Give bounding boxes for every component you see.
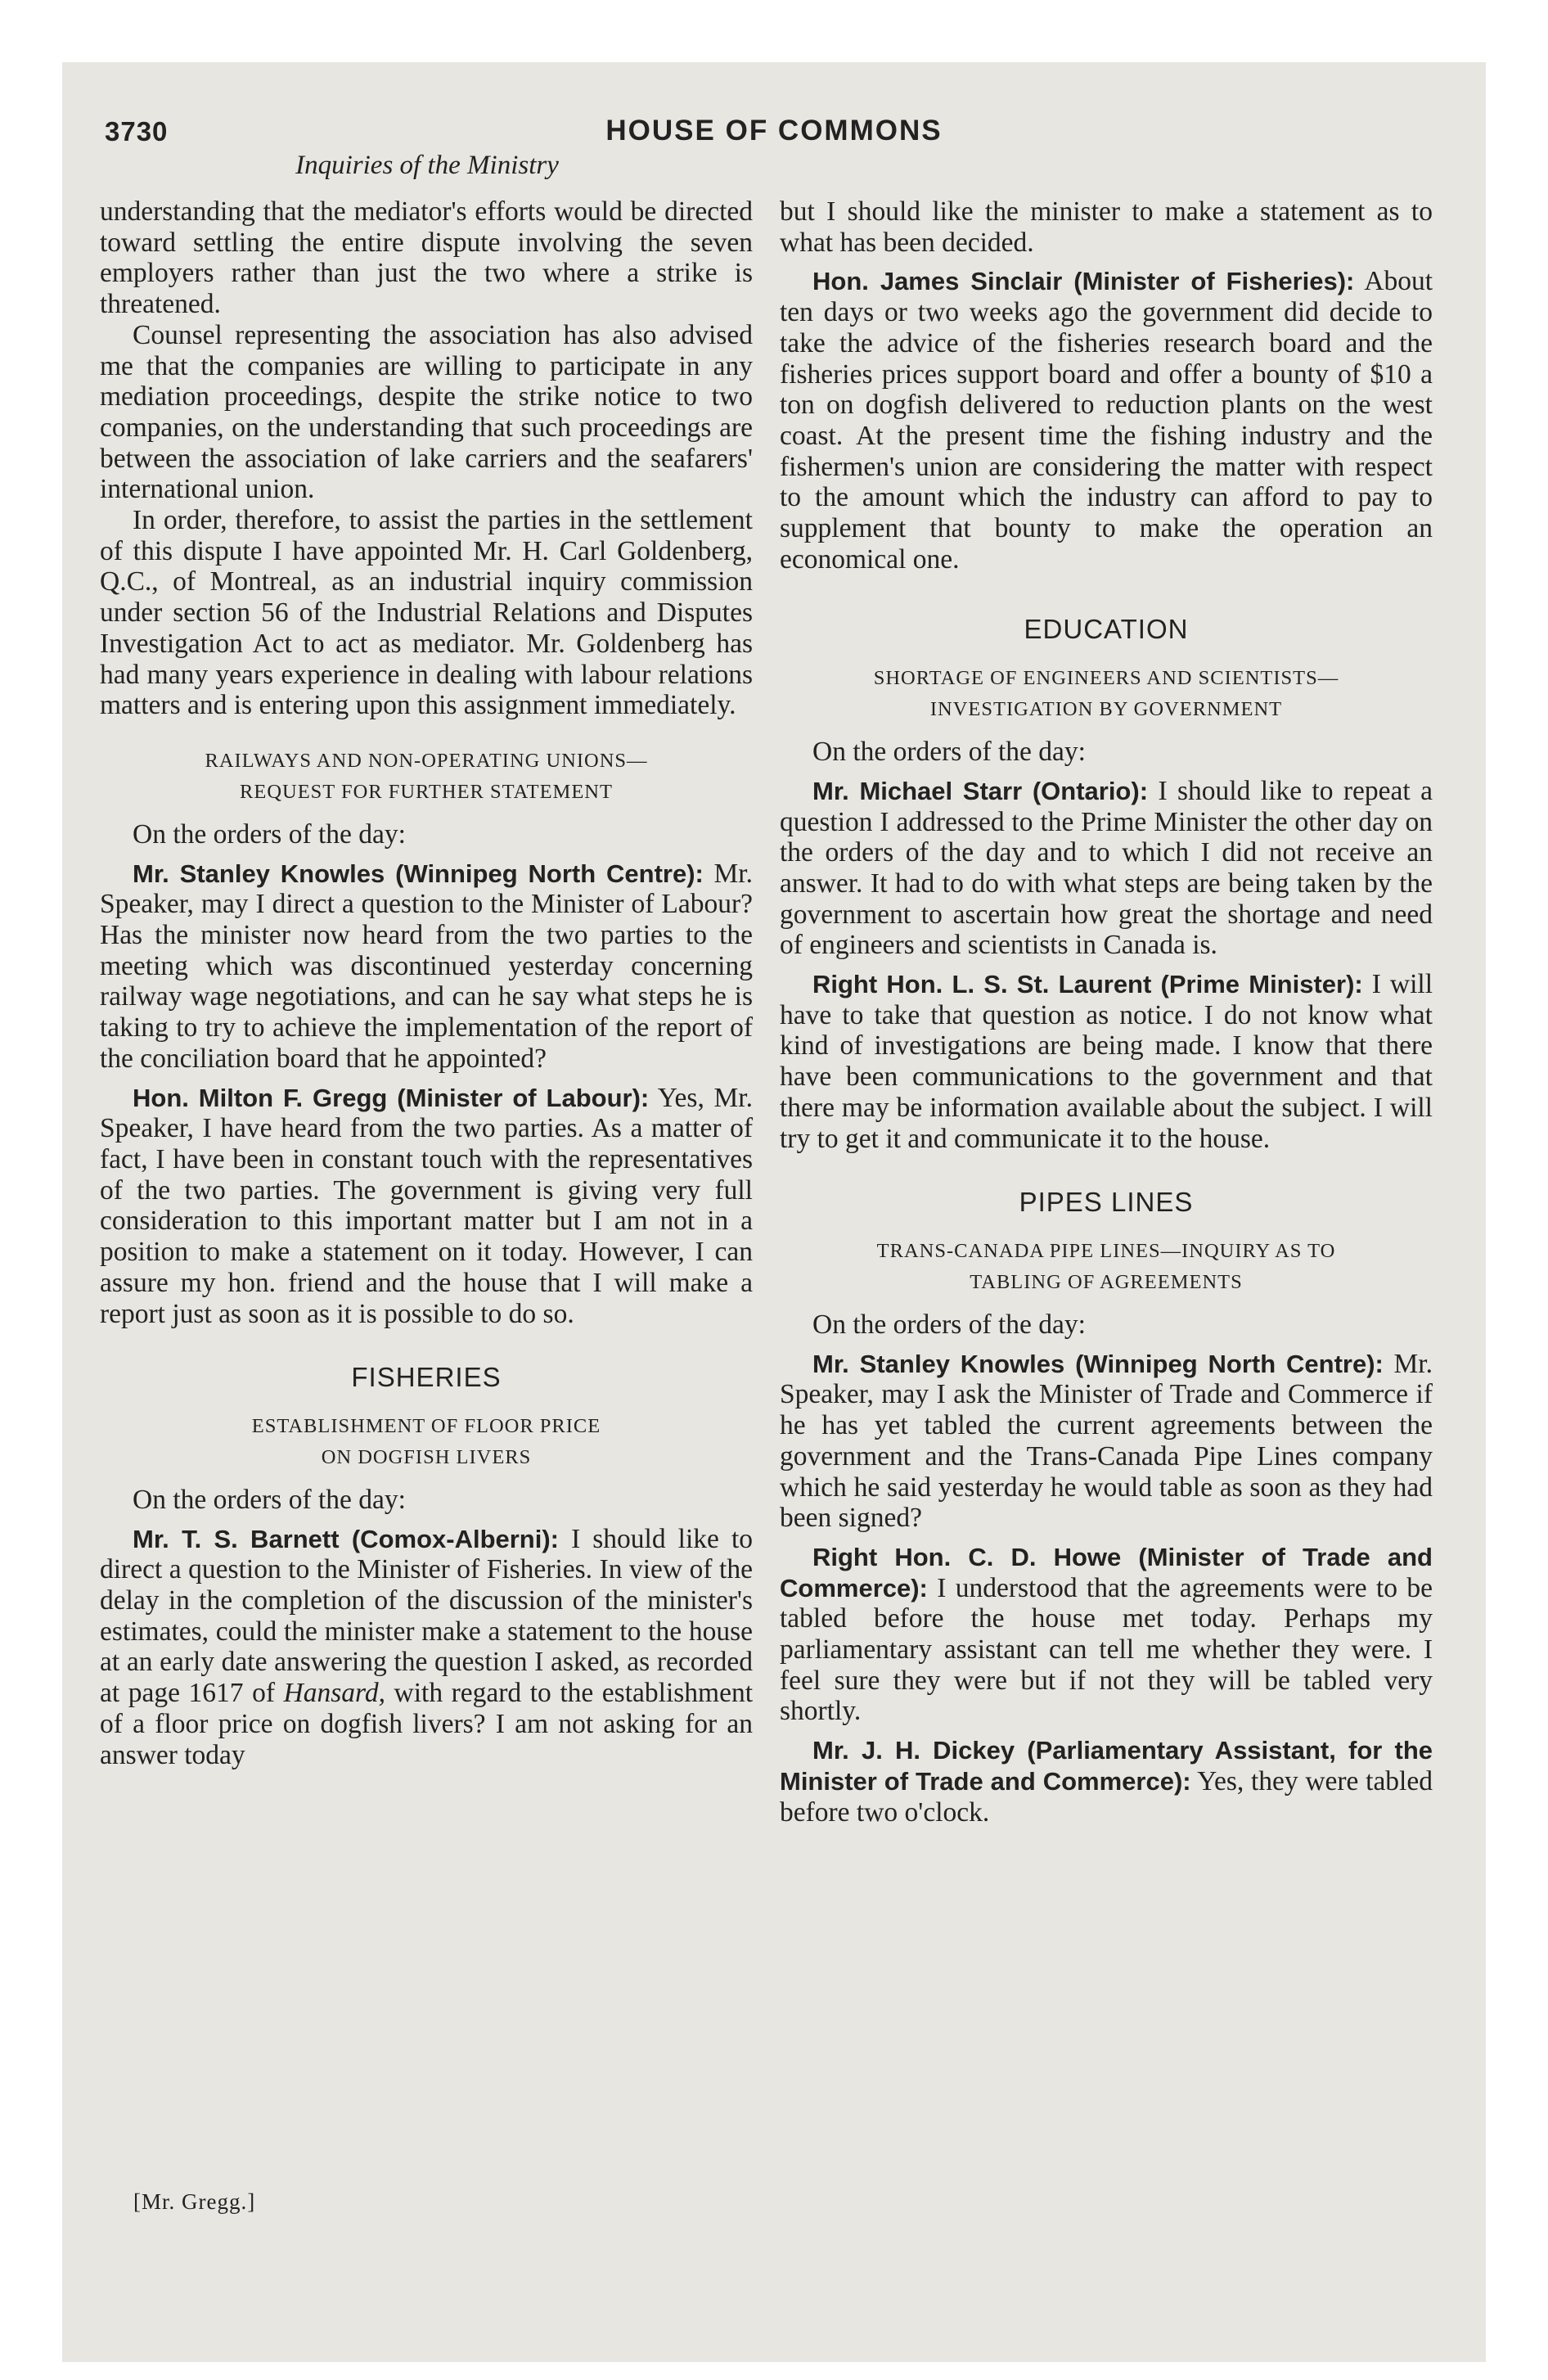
speaker-name: Mr. J. H. Dickey (Parliamentary Assistant, for the Minister of Trade and Commerce): <box>780 1736 1433 1796</box>
paragraph: but I should like the minister to make a statement as to what has been decided. <box>780 196 1433 258</box>
speaker-name: Hon. Milton F. Gregg (Minister of Labour): <box>133 1083 650 1112</box>
right-column <box>780 196 1433 1828</box>
speech <box>780 1735 1433 1828</box>
speech-text: I should like to direct a question to the Minister of Fisheries. In view of the delay in the completion of the discussion of the minister's estimates, could the minister make a statement to the house at an early date answering the question I asked, as recorded at page 1617 of <box>100 1523 753 1709</box>
speech <box>780 969 1433 1154</box>
running-subtitle: Inquiries of the Ministry <box>295 151 559 180</box>
orders-of-the-day: On the orders of the day: <box>133 818 406 850</box>
subsection-heading <box>780 1236 1433 1298</box>
paragraph: Counsel representing the association has also advised me that the companies are willing to participate in any mediation proceedings, despite the strike notice to two companies, on the understanding that such proceedings are between the association of lake carriers and the seafarers' international union. <box>100 319 753 505</box>
speech-text: I will have to take that question as notice. I do not know what kind of investigations are being made. I know that there have been communications to the government and that there may be information available about the subject. I will try to get it and communicate it to the house. <box>780 969 1433 1154</box>
italic-reference: Hansard, <box>283 1678 385 1709</box>
subsection-heading-line: TABLING OF AGREEMENTS <box>970 1270 1243 1293</box>
subsection-heading-line: RAILWAYS AND NON-OPERATING UNIONS— <box>205 749 648 772</box>
subsection-heading <box>100 1411 753 1473</box>
subsection-heading-line: TRANS-CANADA PIPE LINES—INQUIRY AS TO <box>876 1239 1336 1262</box>
subsection-heading-line: ESTABLISHMENT OF FLOOR PRICE <box>251 1414 601 1437</box>
speech-text: Yes, they were tabled before two o'clock. <box>780 1765 1433 1828</box>
speaker-name: Mr. T. S. Barnett (Comox-Alberni): <box>133 1524 559 1553</box>
speech-text: I should like to repeat a question I addressed to the Prime Minister the other day on the orders of the day and to which I did not receive an answer. It had to do with what steps are being taken by the government to ascertain how great the shortage and need of engineers and scientists in Canada is. <box>780 775 1433 961</box>
orders-of-the-day: On the orders of the day: <box>812 1309 1086 1340</box>
speech-text: I understood that the agreements were to be tabled before the house met today. Perhaps my parliamentary assistant can tell me whether they were. I feel sure they were but if not they will be tabled very shortly. <box>780 1572 1433 1727</box>
speech <box>780 266 1433 575</box>
left-column <box>100 196 753 1770</box>
speech <box>100 1524 753 1771</box>
speaker-name: Mr. Stanley Knowles (Winnipeg North Centre): <box>133 859 704 888</box>
paragraph: In order, therefore, to assist the parties in the settlement of this dispute I have appointed Mr. H. Carl Goldenberg, Q.C., of Montreal, as an industrial inquiry commission under section 56 of the Industrial Relations and Disputes Investigation Act to act as mediator. Mr. Goldenberg has had many years experience in dealing with labour relations matters and is entering upon this assignment immediately. <box>100 505 753 721</box>
speech-text: Mr. Speaker, may I ask the Minister of Trade and Commerce if he has yet tabled the current agreements between the government and the Trans-Canada Pipe Lines company which he said yesterday he would table as soon as they had been signed? <box>780 1348 1433 1534</box>
paragraph: understanding that the mediator's efforts would be directed toward settling the entire dispute involving the seven employers rather than just the two where a strike is threatened. <box>100 196 753 320</box>
speech-text: About ten days or two weeks ago the government did decide to take the advice of the fisheries research board and the fisheries prices support board and offer a bounty of $10 a ton on dogfish delivered to reduction plants on the west coast. At the present time the fishing industry and the fishermen's union are considering the matter with respect to the amount which the industry can afford to pay to supplement that bounty to make the operation an economical one. <box>780 266 1433 575</box>
speech <box>780 776 1433 961</box>
speaker-name: Mr. Michael Starr (Ontario): <box>812 776 1149 805</box>
subsection-heading <box>780 663 1433 725</box>
orders-of-the-day: On the orders of the day: <box>812 737 1086 768</box>
speech <box>100 859 753 1075</box>
section-heading: EDUCATION <box>1024 614 1189 645</box>
speaker-name: Mr. Stanley Knowles (Winnipeg North Centre): <box>812 1349 1384 1378</box>
section-heading: FISHERIES <box>351 1362 502 1393</box>
speech-text: with regard to the establishment of a floor price on dogfish livers? I am not asking for an answer today <box>100 1678 754 1770</box>
subsection-heading-line: REQUEST FOR FURTHER STATEMENT <box>240 780 613 803</box>
speaker-name: Hon. James Sinclair (Minister of Fisheries): <box>812 267 1355 296</box>
subsection-heading-line: SHORTAGE OF ENGINEERS AND SCIENTISTS— <box>873 667 1339 690</box>
page-title: HOUSE OF COMMONS <box>605 115 943 146</box>
section-heading: PIPES LINES <box>1019 1187 1194 1218</box>
speech <box>100 1083 753 1330</box>
page-number: 3730 <box>105 116 169 146</box>
speech-text: Mr. Speaker, may I direct a question to the Minister of Labour? Has the minister now heard from the two parties to the meeting which was discontinued yesterday concerning railway wage negotiations, and can he say what steps he is taking to try to achieve the implementation of the report of the conciliation board that he appointed? <box>100 858 753 1074</box>
speech <box>780 1349 1433 1534</box>
speaker-name: Right Hon. C. D. Howe (Minister of Trade and Commerce): <box>780 1542 1433 1602</box>
subsection-heading <box>100 746 753 808</box>
speaker-name: Right Hon. L. S. St. Laurent (Prime Minister): <box>812 970 1363 999</box>
speech <box>780 1542 1433 1727</box>
subsection-heading-line: INVESTIGATION BY GOVERNMENT <box>929 698 1283 721</box>
orders-of-the-day: On the orders of the day: <box>133 1484 406 1515</box>
subsection-heading-line: ON DOGFISH LIVERS <box>321 1445 532 1468</box>
footer-speaker-reference: [Mr. Gregg.] <box>133 2189 256 2214</box>
speech-text: Yes, Mr. Speaker, I have heard from the two parties. As a matter of fact, I have been in constant touch with the representatives of the two parties. The government is giving very full consideration to this important matter but I am not in a position to make a statement on it today. However, I can assure my hon. friend and the house that I will make a report just as soon as it is possible to do so. <box>100 1082 753 1329</box>
